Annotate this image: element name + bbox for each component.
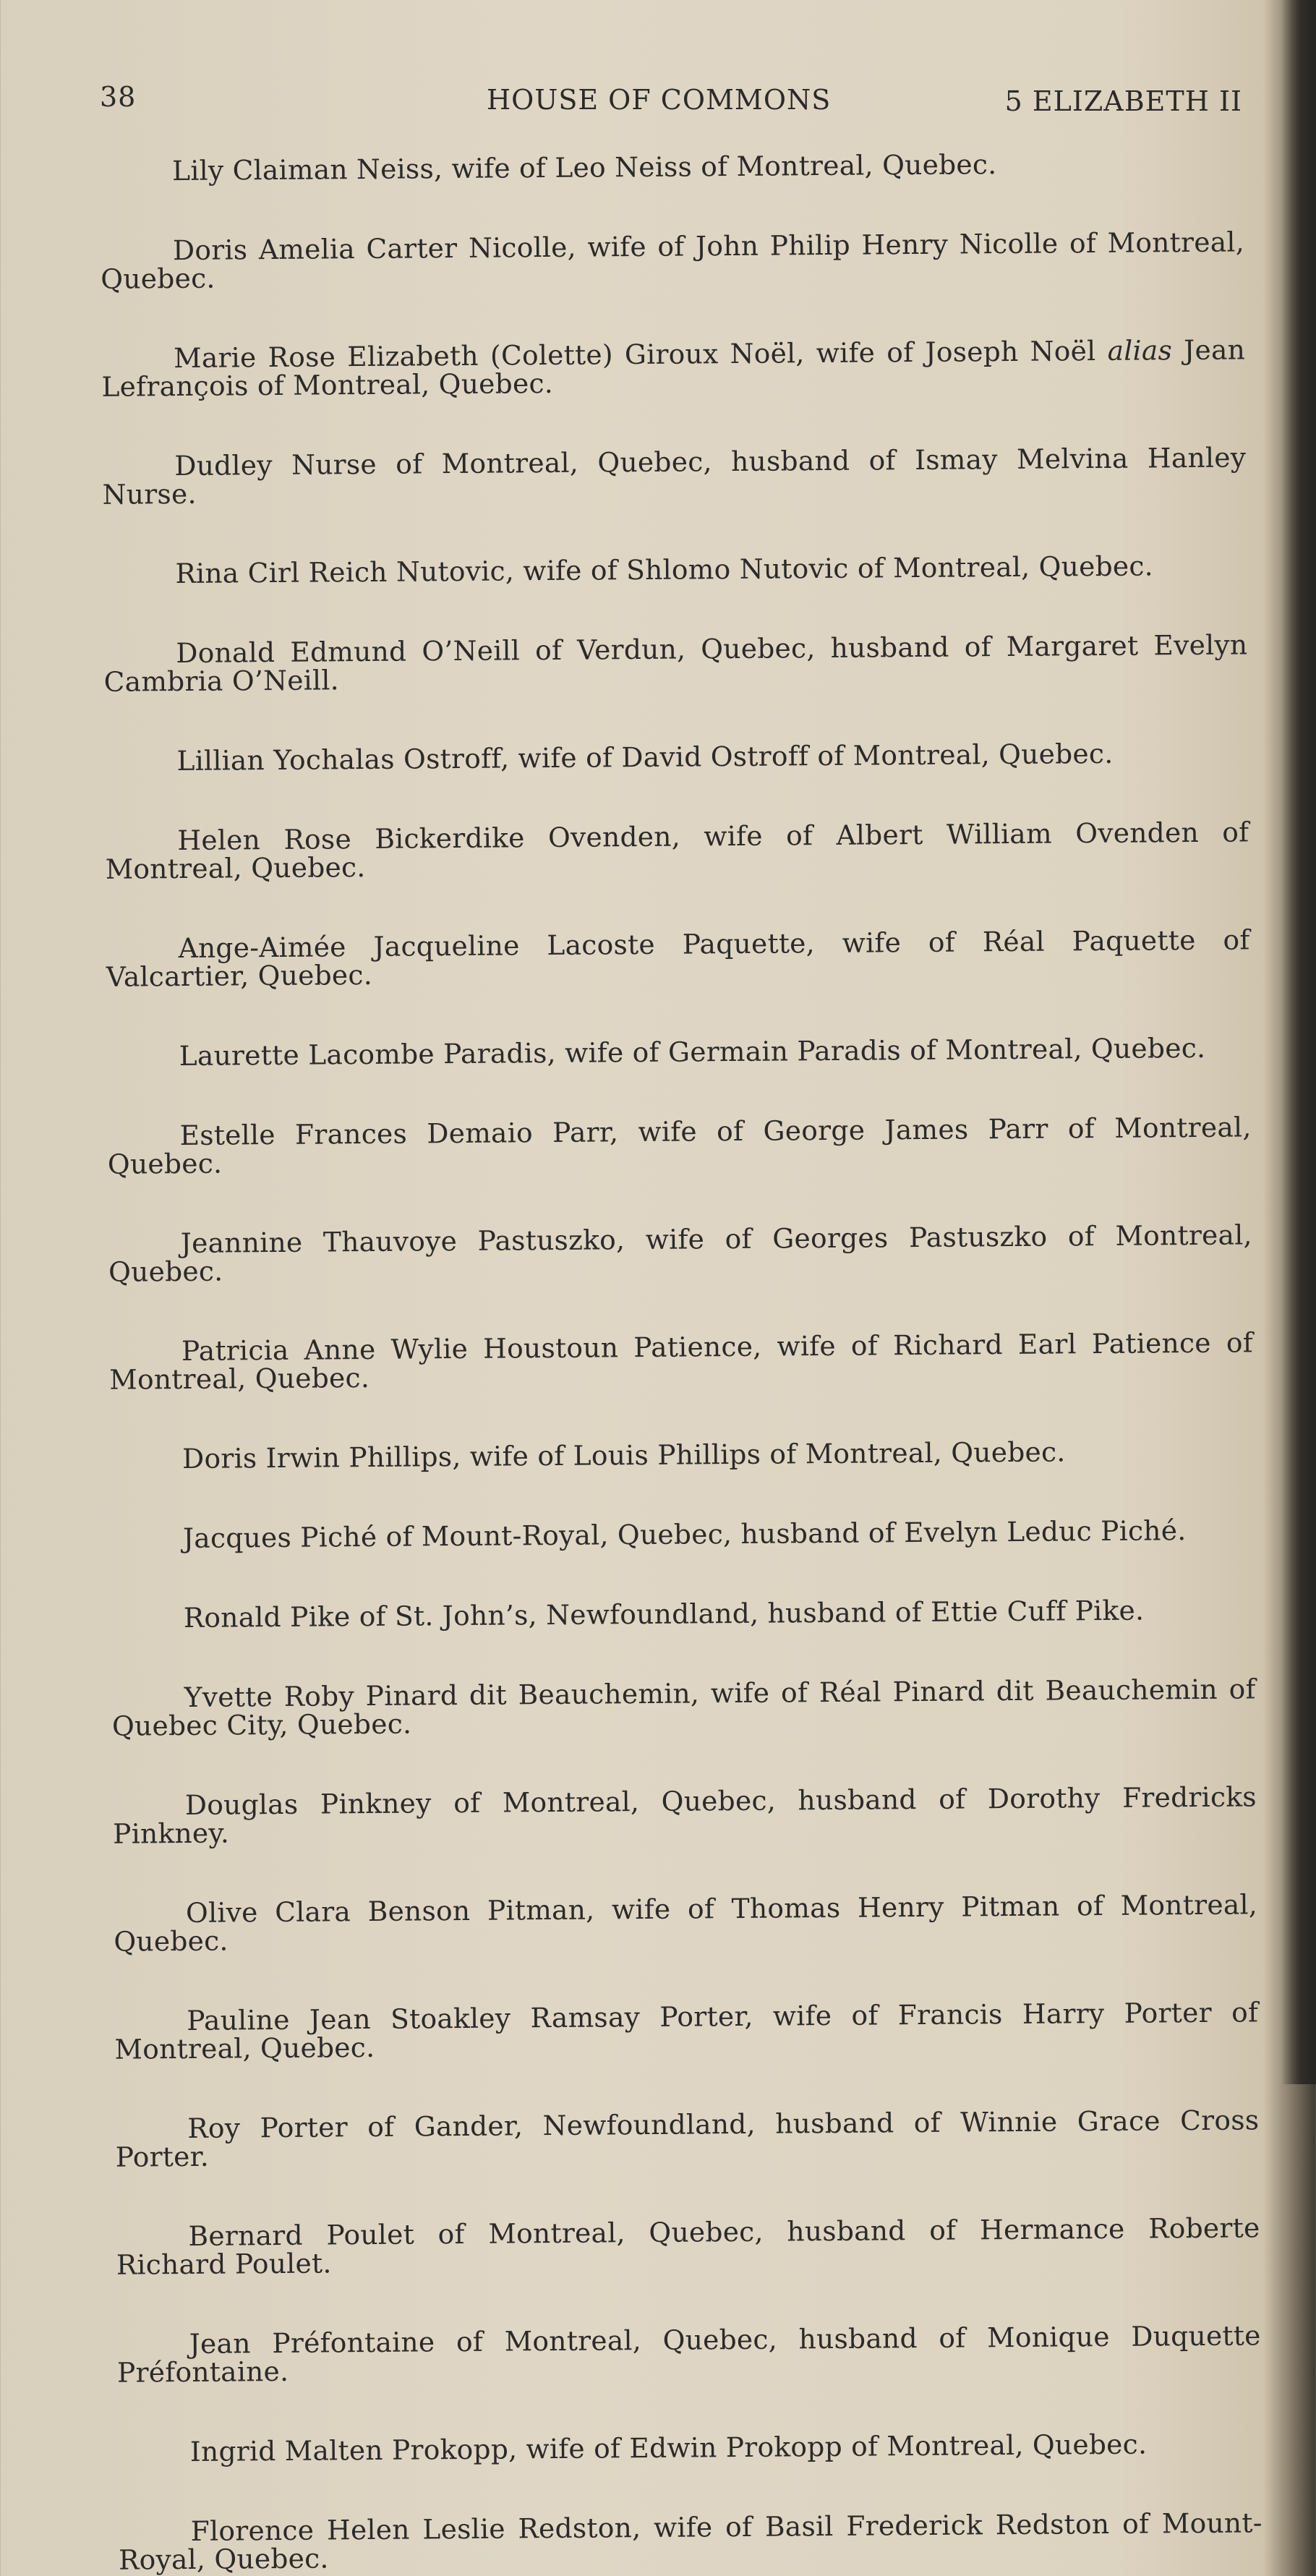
list-item: Olive Clara Benson Pitman, wife of Thomas Henry Pitman of Montreal, Quebec. [114, 1888, 1258, 1958]
list-item: Donald Edmund O’Neill of Verdun, Quebec, husband of Margaret Evelyn Cambria O’Neill. [103, 628, 1248, 698]
regnal-year: 5 ELIZABETH II [1004, 85, 1242, 117]
list-item: Patricia Anne Wylie Houstoun Patience, wife of Richard Earl Patience of Montreal, Quebec. [109, 1326, 1254, 1396]
list-item: Rina Cirl Reich Nutovic, wife of Shlomo Nutovic of Montreal, Quebec. [175, 550, 1154, 590]
list-item: Estelle Frances Demaio Parr, wife of George James Parr of Montreal, Quebec. [107, 1111, 1252, 1180]
list-item: Dudley Nurse of Montreal, Quebec, husband of Ismay Melvina Hanley Nurse. [102, 441, 1247, 511]
page-number: 38 [100, 81, 137, 113]
list-item: Ronald Pike of St. John’s, Newfoundland, husband of Ettie Cuff Pike. [183, 1594, 1145, 1634]
list-item: Laurette Lacombe Paradis, wife of Germain Paradis of Montreal, Quebec. [179, 1031, 1206, 1072]
list-item: Bernard Poulet of Montreal, Quebec, husband of Hermance Roberte Richard Poulet. [116, 2212, 1260, 2281]
list-item: Lillian Yochalas Ostroff, wife of David Ostroff of Montreal, Quebec. [176, 737, 1114, 777]
page-title: HOUSE OF COMMONS [487, 84, 832, 116]
list-item: Marie Rose Elizabeth (Colette) Giroux Noël, wife of Joseph Noël alias Jean Lefrançois of Montreal, Quebec. [101, 333, 1246, 403]
list-item: Ange-Aimée Jacqueline Lacoste Paquette, wife of Réal Paquette of Valcartier, Quebec. [106, 924, 1250, 993]
entry-list [87, 148, 1262, 2574]
list-item: Douglas Pinkney of Montreal, Quebec, husband of Dorothy Fredricks Pinkney. [113, 1780, 1257, 1850]
list-item: Roy Porter of Gander, Newfoundland, husband of Winnie Grace Cross Porter. [115, 2104, 1260, 2173]
running-header [100, 81, 1242, 124]
list-item: Ingrid Malten Prokopp, wife of Edwin Prokopp of Montreal, Quebec. [189, 2428, 1148, 2468]
list-item: Lily Claiman Neiss, wife of Leo Neiss of Montreal, Quebec. [171, 148, 997, 187]
list-item: Florence Helen Leslie Redston, wife of Basil Frederick Redston of Mount-Royal, Quebec. [118, 2507, 1262, 2576]
list-item: Jean Préfontaine of Montreal, Quebec, husband of Monique Duquette Préfontaine. [116, 2319, 1261, 2389]
book-binding-edge [1281, 0, 1316, 2084]
list-item: Pauline Jean Stoakley Ramsay Porter, wife of Francis Harry Porter of Montreal, Quebec. [114, 1996, 1259, 2065]
list-item: Doris Irwin Phillips, wife of Louis Phillips of Montreal, Quebec. [181, 1436, 1066, 1475]
list-item: Jeannine Thauvoye Pastuszko, wife of Georges Pastuszko of Montreal, Quebec. [108, 1219, 1252, 1288]
list-item: Helen Rose Bickerdike Ovenden, wife of Albert William Ovenden of Montreal, Quebec. [105, 816, 1249, 885]
list-item: Jacques Piché of Mount-Royal, Quebec, husband of Evelyn Leduc Piché. [182, 1514, 1187, 1555]
list-item: Yvette Roby Pinard dit Beauchemin, wife of Réal Pinard dit Beauchemin of Quebec City, Quebec. [111, 1673, 1256, 1742]
list-item: Doris Amelia Carter Nicolle, wife of John Philip Henry Nicolle of Montreal, Quebec. [101, 226, 1245, 295]
